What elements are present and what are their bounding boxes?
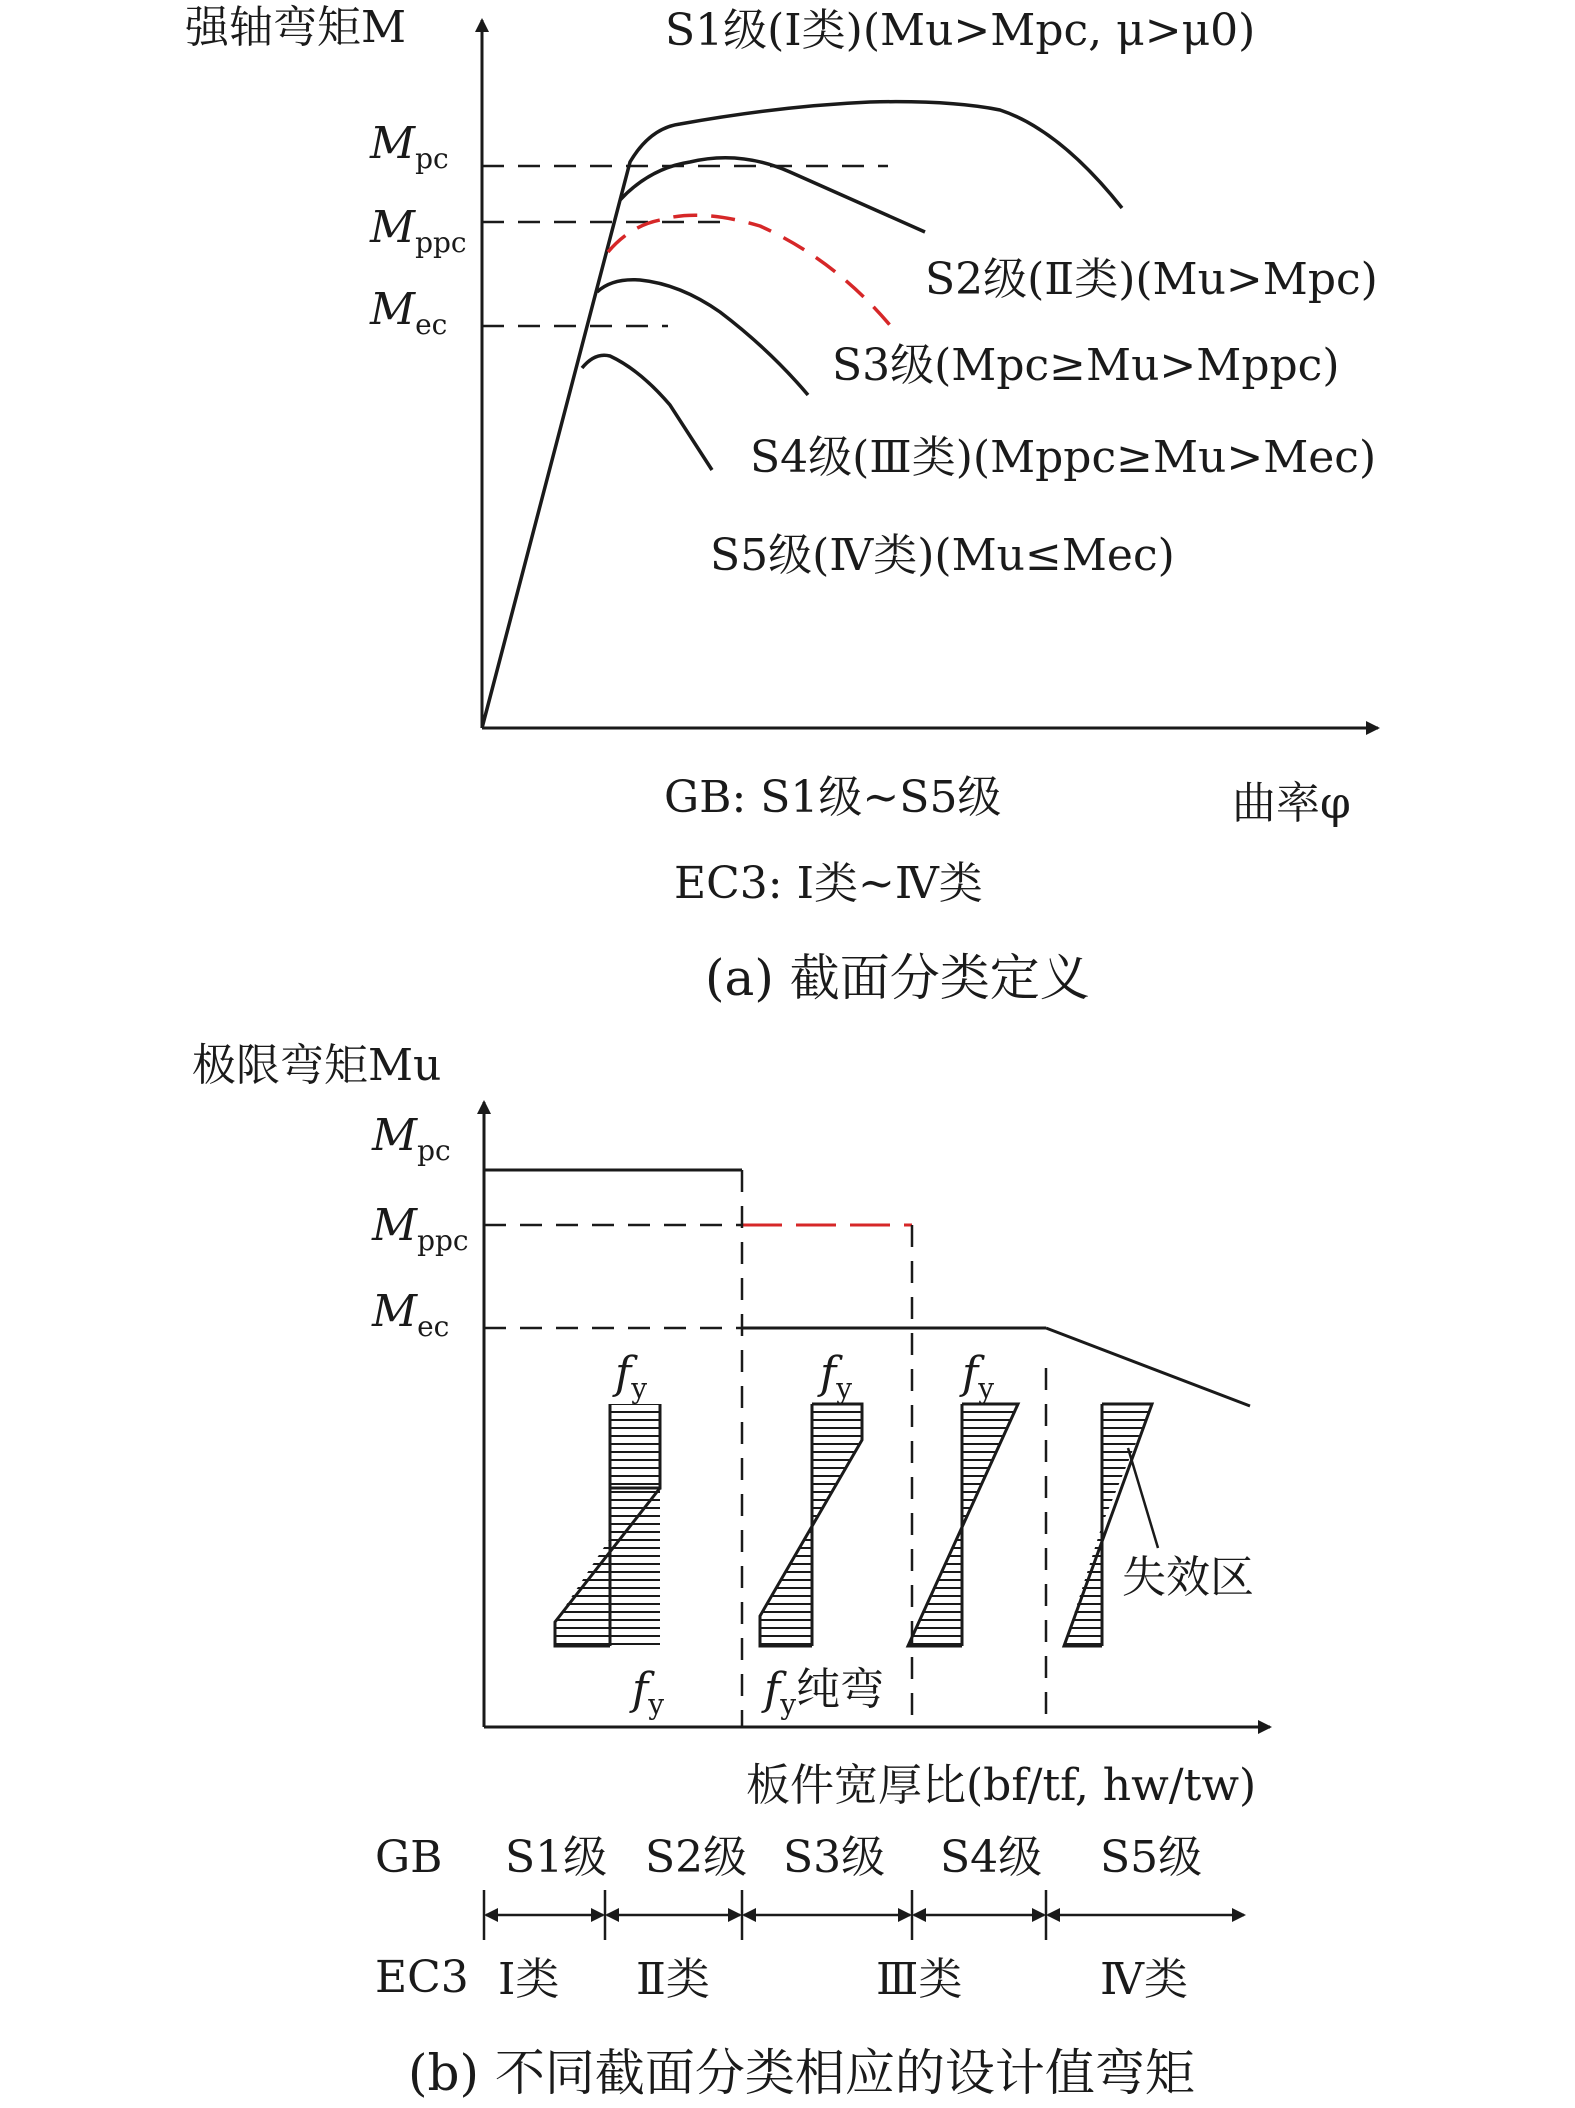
gb-class-s1: S1级 [505,1832,608,1883]
stress-diagram-plastic [555,1404,660,1646]
gb-class-s2: S2级 [645,1832,748,1883]
curve-s4 [597,280,808,395]
ec3-class-2: Ⅱ类 [636,1954,710,2005]
a-x-axis-label: 曲率φ [1232,778,1351,829]
gb-row-label: GB [375,1832,443,1883]
panel-a [185,2,1378,1007]
class-dimension-arrows [484,1890,1244,1940]
stress-label-bottom-2: fy纯弯 [764,1664,885,1721]
gb-class-s3: S3级 [783,1832,886,1883]
curve-s3 [608,215,898,335]
ec3-note: EC3: Ⅰ类~Ⅳ类 [674,858,983,909]
curve-label-s4: S4级(Ⅲ类)(Mppc≥Mu>Mec) [750,432,1377,483]
a-level-mpc: Mpc [370,118,449,175]
b-level-mec: Mec [372,1286,450,1343]
b-y-axis-label [192,1040,441,1091]
curve-label-s3: S3级(Mpc≥Mu>Mppc) [832,340,1340,391]
failure-zone-label: 失效区 [1122,1552,1254,1603]
gb-class-s4: S4级 [940,1832,1043,1883]
curve-label-s2: S2级(Ⅱ类)(Mu>Mpc) [925,254,1378,305]
ec3-class-1: Ⅰ类 [498,1954,560,2005]
b-x-axis-label: 板件宽厚比(bf/tf, hw/tw) [746,1760,1257,1811]
a-level-mec: Mec [370,284,448,341]
stress-diagram-s4 [908,1404,1018,1646]
b-level-mppc: Mppc [372,1200,469,1257]
panel-b [192,1040,1270,2102]
ec3-row-label: EC3 [375,1952,469,2003]
curve-label-s1: S1级(Ⅰ类)(Mu>Mpc, μ>μ0) [665,5,1256,56]
b-s5-slope [1046,1328,1250,1406]
stress-label-bottom-1: fy [632,1664,665,1721]
stress-label-top-2: fy [820,1348,853,1405]
stress-diagram-s5 [1064,1404,1158,1646]
failure-zone-leader [1128,1448,1158,1548]
a-level-mppc: Mppc [370,202,467,259]
b-level-mpc: Mpc [372,1110,451,1167]
gb-class-s5: S5级 [1100,1832,1203,1883]
stress-label-top-3: fy [962,1348,995,1405]
caption-b: (b) 不同截面分类相应的设计值弯矩 [408,2044,1195,2102]
gb-note: GB: S1级~S5级 [664,772,1002,823]
curve-s1 [482,102,1122,728]
curve-label-s5: S5级(Ⅳ类)(Mu≤Mec) [710,530,1175,581]
curve-s5 [582,355,712,470]
stress-label-top-1: fy [615,1348,648,1405]
ec3-class-3: Ⅲ类 [876,1954,963,2005]
pure-bending-label: 纯弯 [796,1664,885,1715]
caption-a: (a) 截面分类定义 [705,949,1090,1007]
a-y-axis-label: 强轴弯矩M [185,2,407,53]
b-y-axis-label-text: 极限弯矩Mu [192,1040,442,1091]
ec3-class-4: Ⅳ类 [1100,1954,1188,2005]
stress-diagram-s3 [760,1404,862,1646]
